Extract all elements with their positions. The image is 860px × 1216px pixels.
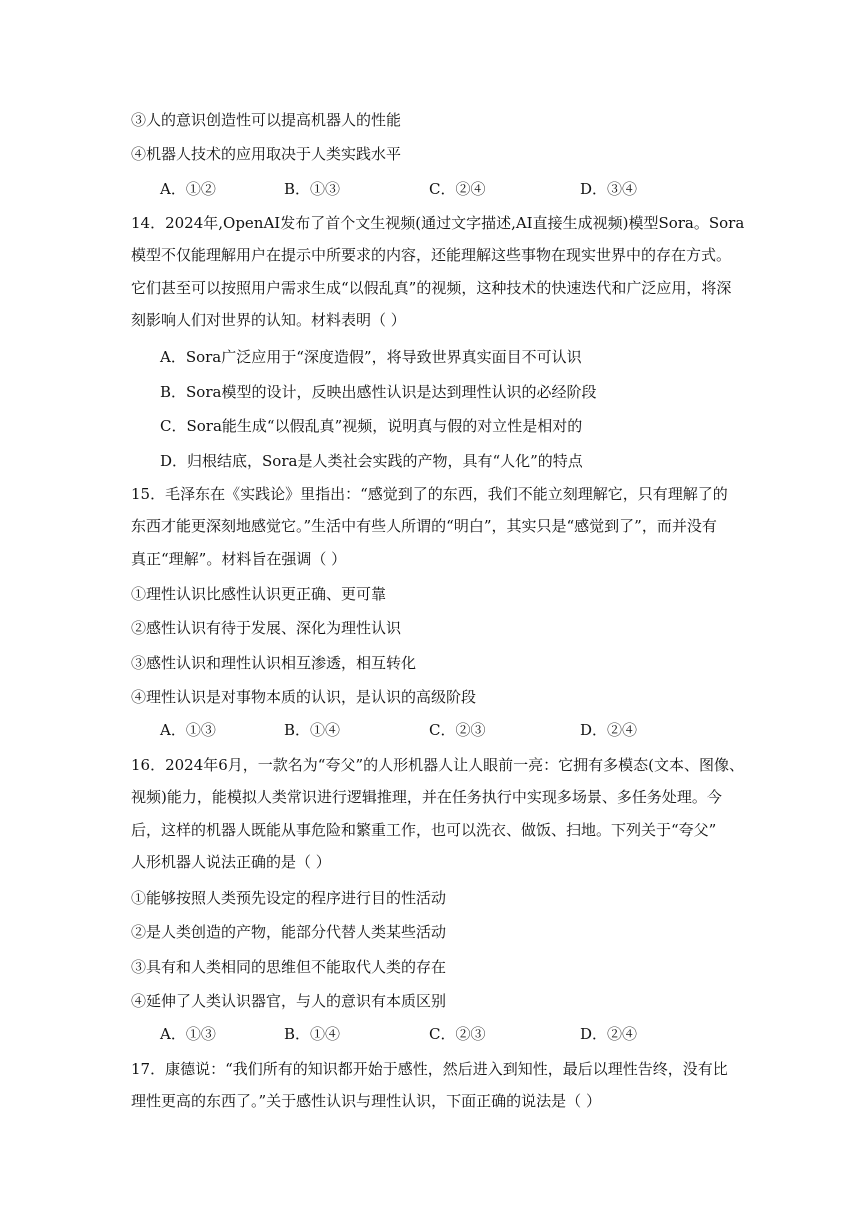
- q15-option-d[interactable]: D．②④: [580, 721, 638, 739]
- q14-stem-line-3: 它们甚至可以按照用户需求生成“以假乱真”的视频，这种技术的快速迭代和广泛应用，将深: [131, 279, 732, 297]
- q15-stem-line-3: 真正“理解”。材料旨在强调（ ）: [131, 550, 347, 568]
- q16-statement-1: ①能够按照人类预先设定的程序进行目的性活动: [131, 889, 447, 907]
- q15-statement-1: ①理性认识比感性认识更正确、更可靠: [131, 585, 387, 603]
- q16-option-b[interactable]: B．①④: [284, 1025, 341, 1043]
- q13-option-c[interactable]: C．②④: [429, 180, 486, 198]
- q15-option-a[interactable]: A．①③: [160, 721, 216, 739]
- q13-statement-3: ③人的意识创造性可以提高机器人的性能: [131, 111, 402, 129]
- q15-statement-3: ③感性认识和理性认识相互渗透，相互转化: [131, 654, 417, 672]
- q14-choice-b[interactable]: B．Sora模型的设计，反映出感性认识是达到理性认识的必经阶段: [160, 383, 597, 401]
- q15-statement-4: ④理性认识是对事物本质的认识，是认识的高级阶段: [131, 688, 477, 706]
- q16-stem-line-4: 人形机器人说法正确的是（ ）: [131, 853, 331, 871]
- q16-stem-line-1: 16．2024年6月，一款名为“夸父”的人形机器人让人眼前一亮：它拥有多模态(文本、图像、: [131, 756, 744, 774]
- q14-choice-a[interactable]: A．Sora广泛应用于“深度造假”，将导致世界真实面目不可认识: [160, 348, 582, 366]
- q17-stem-line-1: 17．康德说：“我们所有的知识都开始于感性，然后进入到知性，最后以理性告终，没有比: [131, 1060, 728, 1078]
- q13-option-b[interactable]: B．①③: [284, 180, 341, 198]
- q16-option-d[interactable]: D．②④: [580, 1025, 638, 1043]
- q15-option-b[interactable]: B．①④: [284, 721, 341, 739]
- q13-option-d[interactable]: D．③④: [580, 180, 638, 198]
- q15-stem-line-2: 东西才能更深刻地感觉它。”生活中有些人所谓的“明白”，其实只是“感觉到了”，而并没有: [131, 517, 717, 535]
- q14-choice-c[interactable]: C．Sora能生成“以假乱真”视频，说明真与假的对立性是相对的: [160, 417, 583, 435]
- q15-stem-line-1: 15．毛泽东在《实践论》里指出：“感觉到了的东西，我们不能立刻理解它，只有理解了的: [131, 485, 728, 503]
- q14-stem-line-1: 14．2024年,OpenAI发布了首个文生视频(通过文字描述,AI直接生成视频)模型Sora。Sora: [131, 214, 745, 232]
- q15-option-c[interactable]: C．②③: [429, 721, 486, 739]
- q16-statement-3: ③具有和人类相同的思维但不能取代人类的存在: [131, 958, 447, 976]
- q17-stem-line-2: 理性更高的东西了。”关于感性认识与理性认识，下面正确的说法是（ ）: [131, 1092, 601, 1110]
- q16-option-c[interactable]: C．②③: [429, 1025, 486, 1043]
- q16-stem-line-2: 视频)能力，能模拟人类常识进行逻辑推理，并在任务执行中实现多场景、多任务处理。今: [131, 788, 722, 806]
- q13-option-a[interactable]: A．①②: [160, 180, 216, 198]
- q14-choice-d[interactable]: D．归根结底，Sora是人类社会实践的产物，具有“人化”的特点: [160, 452, 583, 470]
- q16-statement-4: ④延伸了人类认识器官，与人的意识有本质区别: [131, 992, 447, 1010]
- q14-stem-line-2: 模型不仅能理解用户在提示中所要求的内容，还能理解这些事物在现实世界中的存在方式。: [131, 246, 732, 264]
- q15-statement-2: ②感性认识有待于发展、深化为理性认识: [131, 619, 402, 637]
- q14-stem-line-4: 刻影响人们对世界的认知。材料表明（ ）: [131, 311, 406, 329]
- q16-statement-2: ②是人类创造的产物，能部分代替人类某些活动: [131, 923, 447, 941]
- q13-statement-4: ④机器人技术的应用取决于人类实践水平: [131, 145, 402, 163]
- q16-option-a[interactable]: A．①③: [160, 1025, 216, 1043]
- q16-stem-line-3: 后，这样的机器人既能从事危险和繁重工作，也可以洗衣、做饭、扫地。下列关于“夸父”: [131, 821, 717, 839]
